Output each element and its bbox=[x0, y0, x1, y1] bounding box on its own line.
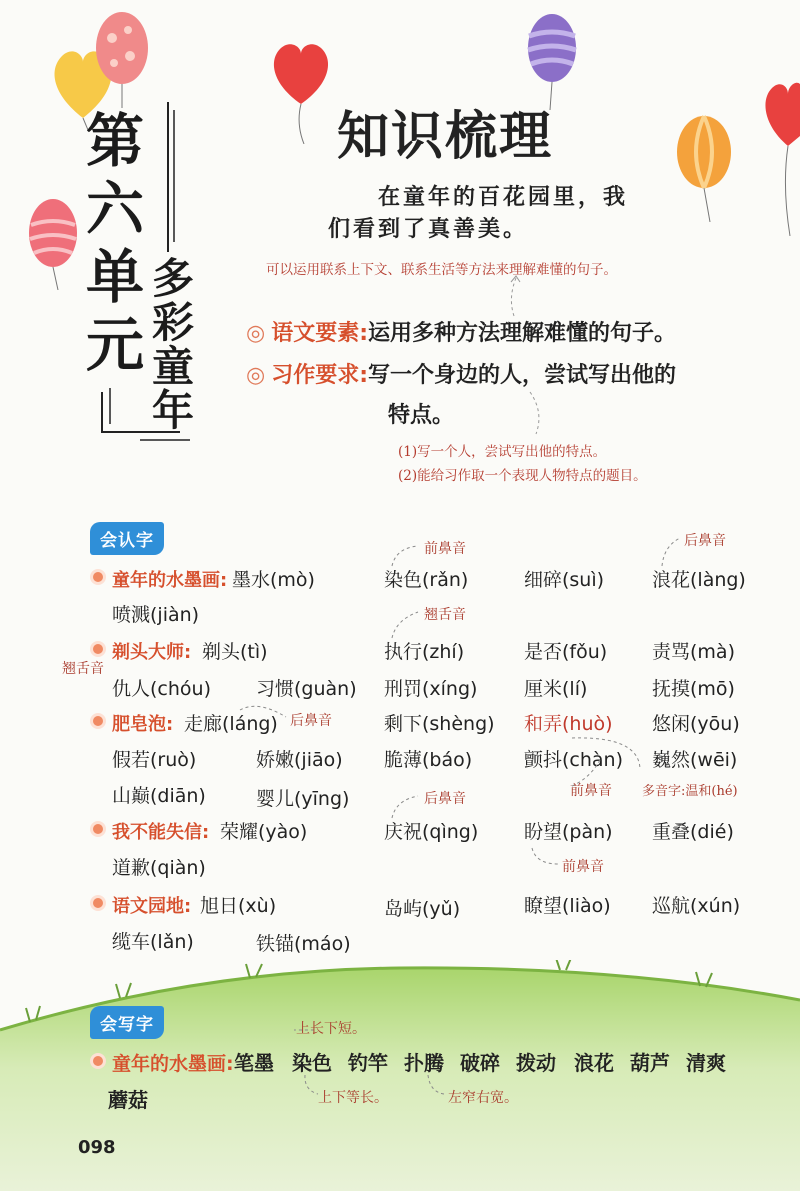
word: 抚摸(mō) bbox=[652, 678, 735, 700]
intro-line-1: 在童年的百花园里，我 bbox=[378, 184, 629, 210]
word: 是否(fǒu) bbox=[524, 641, 608, 663]
intro-line-2: 们看到了真善美。 bbox=[328, 216, 529, 242]
requirement-text-cont: 特点。 bbox=[388, 403, 455, 428]
word: 走廊(láng) bbox=[184, 713, 278, 735]
word: 细碎(suì) bbox=[524, 569, 605, 591]
unit-title-char: 元 bbox=[86, 311, 145, 379]
word: 颤抖(chàn) bbox=[524, 749, 623, 771]
requirement-text: 写一个身边的人，尝试写出他的 bbox=[368, 363, 677, 388]
word: 执行(zhí) bbox=[384, 641, 465, 663]
word: 旭日(xù) bbox=[200, 895, 277, 917]
group-label: 剃头大师: bbox=[90, 638, 191, 664]
requirement-label: 习作要求 bbox=[271, 363, 360, 388]
hint-label: 多音字:温和(hé) bbox=[642, 784, 738, 799]
hint-label: 前鼻音 bbox=[424, 541, 466, 557]
word: 庆祝(qìng) bbox=[384, 821, 479, 843]
hint-label: 后鼻音 bbox=[290, 713, 332, 729]
section-title: 知识梳理 bbox=[337, 106, 554, 167]
write-word: 笔墨 bbox=[234, 1051, 274, 1075]
word: 脆薄(báo) bbox=[384, 749, 473, 771]
hint-label: 上长下短。 bbox=[296, 1021, 366, 1037]
hint-label: 后鼻音 bbox=[684, 533, 726, 549]
group-label: 我不能失信: bbox=[90, 818, 209, 844]
word: 喷溅(jiàn) bbox=[112, 604, 200, 626]
unit-subtitle-char: 年 bbox=[152, 386, 195, 435]
word: 悠闲(yōu) bbox=[652, 713, 740, 735]
word: 墨水(mò) bbox=[232, 569, 315, 591]
write-word: 浪花 bbox=[574, 1051, 614, 1075]
unit-title-char: 第 bbox=[86, 107, 145, 175]
word: 盼望(pàn) bbox=[524, 821, 613, 843]
hint-label: 前鼻音 bbox=[570, 783, 612, 799]
word: 娇嫩(jiāo) bbox=[256, 749, 343, 771]
word: 道歉(qiàn) bbox=[112, 857, 206, 879]
word: 剃头(tì) bbox=[202, 641, 268, 663]
word: 仇人(chóu) bbox=[112, 678, 211, 700]
group-label: 童年的水墨画: bbox=[90, 566, 227, 592]
unit-subtitle-char: 童 bbox=[152, 342, 195, 391]
write-word: 清爽 bbox=[686, 1051, 726, 1075]
word: 和弄(huò) bbox=[524, 713, 613, 735]
bullet-dot-icon bbox=[90, 1053, 106, 1069]
sub-note-2: (2)能给习作取一个表现人物特点的题目。 bbox=[398, 468, 647, 484]
word: 习惯(guàn) bbox=[256, 678, 357, 700]
sub-note-1: (1)写一个人，尝试写出他的特点。 bbox=[398, 444, 607, 460]
word: 刑罚(xíng) bbox=[384, 678, 478, 700]
word: 剩下(shèng) bbox=[384, 713, 495, 735]
write-word: 蘑菇 bbox=[108, 1088, 148, 1112]
word: 瞭望(liào) bbox=[524, 895, 611, 917]
hint-label: 前鼻音 bbox=[562, 859, 604, 875]
word: 染色(rǎn) bbox=[384, 569, 469, 591]
word: 重叠(dié) bbox=[652, 821, 734, 843]
write-word: 扑腾 bbox=[404, 1051, 444, 1075]
unit-title-char: 六 bbox=[86, 175, 145, 243]
unit-subtitle-char: 彩 bbox=[152, 298, 195, 347]
group-label: 肥皂泡: bbox=[90, 710, 173, 736]
page-number: 098 bbox=[78, 1137, 116, 1158]
bullet-icon: ◎ bbox=[246, 321, 266, 346]
word: 责骂(mà) bbox=[652, 641, 735, 663]
group-label: 语文园地: bbox=[90, 892, 191, 918]
hint-label: 左窄右宽。 bbox=[448, 1090, 518, 1106]
write-word: 拨动 bbox=[516, 1051, 556, 1075]
word: 铁锚(máo) bbox=[256, 933, 351, 955]
write-word: 染色 bbox=[292, 1051, 332, 1075]
word: 山巅(diān) bbox=[112, 785, 206, 807]
word: 巡航(xún) bbox=[652, 895, 741, 917]
write-word: 破碎 bbox=[460, 1051, 500, 1075]
write-tag: 会写字 bbox=[90, 1006, 164, 1039]
word: 岛屿(yǔ) bbox=[384, 898, 461, 920]
unit-subtitle-char: 多 bbox=[152, 254, 195, 303]
write-word: 葫芦 bbox=[630, 1051, 670, 1075]
bullet-icon: ◎ bbox=[246, 363, 266, 388]
write-word: 钓竿 bbox=[348, 1051, 388, 1075]
word: 巍然(wēi) bbox=[652, 749, 738, 771]
hint-label: 翘舌音 bbox=[62, 661, 104, 677]
requirement-row-1: ◎ 语文要素:运用多种方法理解难懂的句子。 bbox=[246, 321, 677, 346]
method-note: 可以运用联系上下文、联系生活等方法来理解难懂的句子。 bbox=[266, 262, 617, 278]
hint-label: 后鼻音 bbox=[424, 791, 466, 807]
word: 假若(ruò) bbox=[112, 749, 197, 771]
requirement-text: 运用多种方法理解难懂的句子。 bbox=[368, 321, 677, 346]
word: 缆车(lǎn) bbox=[112, 931, 194, 953]
hint-label: 上下等长。 bbox=[318, 1090, 388, 1106]
hint-label: 翘舌音 bbox=[424, 607, 466, 623]
word: 荣耀(yào) bbox=[220, 821, 308, 843]
word: 厘米(lí) bbox=[524, 678, 588, 700]
group-label: 童年的水墨画: bbox=[90, 1049, 234, 1076]
unit-title-char: 单 bbox=[86, 243, 145, 311]
requirement-row-2: ◎ 习作要求:写一个身边的人，尝试写出他的 bbox=[246, 363, 677, 388]
word: 浪花(làng) bbox=[652, 569, 746, 591]
recognize-tag: 会认字 bbox=[90, 522, 164, 555]
requirement-label: 语文要素 bbox=[271, 321, 360, 346]
word: 婴儿(yīng) bbox=[256, 788, 350, 810]
